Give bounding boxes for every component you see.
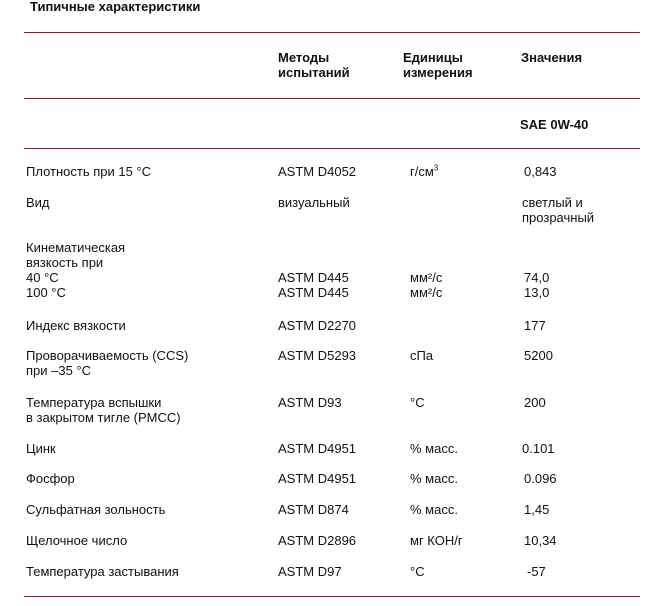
row-viscosity-value: 74,0 13,0 [524, 270, 550, 300]
row-ccs-method: ASTM D5293 [278, 348, 357, 363]
row-vi-value: 177 [524, 318, 546, 333]
row-zinc-unit: % масс. [410, 441, 458, 456]
row-tbn-method: ASTM D2896 [278, 533, 357, 548]
header-method: Методы испытаний [278, 50, 350, 80]
row-zinc-value: 0.101 [522, 441, 555, 456]
row-phosphorus-method: ASTM D4951 [278, 471, 357, 486]
row-phosphorus-unit: % масс. [410, 471, 458, 486]
grade-label: SAE 0W-40 [520, 117, 589, 132]
row-viscosity-unit: мм²/с мм²/с [410, 270, 443, 300]
divider [24, 596, 640, 597]
row-vi-method: ASTM D2270 [278, 318, 357, 333]
header-units: Единицы измерения [403, 50, 473, 80]
row-flash-method: ASTM D93 [278, 395, 342, 410]
row-ash-param: Сульфатная зольность [26, 502, 166, 517]
row-pour-unit: °C [410, 564, 425, 579]
header-values: Значения [521, 50, 583, 65]
row-viscosity-param: Кинематическая вязкость при 40 °C 100 °C [26, 240, 126, 300]
divider [24, 32, 640, 33]
row-phosphorus-value: 0.096 [524, 471, 557, 486]
page-title: Типичные характеристики [30, 0, 201, 14]
row-appearance-method: визуальный [278, 195, 350, 210]
row-viscosity-method: ASTM D445 ASTM D445 [278, 270, 349, 300]
row-zinc-param: Цинк [26, 441, 56, 456]
row-appearance-value: светлый и прозрачный [522, 195, 595, 225]
row-flash-param: Температура вспышки в закрытом тигле (PMCC) [26, 395, 181, 425]
row-ccs-param: Проворачиваемость (CCS) при –35 °C [26, 348, 189, 378]
row-ash-value: 1,45 [524, 502, 550, 517]
row-tbn-value: 10,34 [524, 533, 557, 548]
row-flash-unit: °C [410, 395, 425, 410]
row-pour-method: ASTM D97 [278, 564, 342, 579]
row-pour-param: Температура застывания [26, 564, 179, 579]
unit-text: г/см [410, 164, 434, 179]
row-phosphorus-param: Фосфор [26, 471, 75, 486]
row-ccs-unit: сПа [410, 348, 434, 363]
row-ash-unit: % масс. [410, 502, 458, 517]
row-vi-param: Индекс вязкости [26, 318, 126, 333]
divider [24, 98, 640, 99]
unit-superscript: 3 [433, 163, 439, 173]
row-density-param: Плотность при 15 °C [26, 164, 152, 179]
row-density-method: ASTM D4052 [278, 164, 357, 179]
row-density-unit [410, 164, 438, 179]
row-flash-value: 200 [524, 395, 546, 410]
row-density-value: 0,843 [524, 164, 557, 179]
divider [24, 148, 640, 149]
row-zinc-method: ASTM D4951 [278, 441, 357, 456]
row-tbn-unit: мг КОН/г [410, 533, 463, 548]
row-tbn-param: Щелочное число [26, 533, 128, 548]
row-ash-method: ASTM D874 [278, 502, 349, 517]
row-ccs-value: 5200 [524, 348, 553, 363]
row-pour-value: -57 [527, 564, 546, 579]
row-appearance-param: Вид [26, 195, 50, 210]
